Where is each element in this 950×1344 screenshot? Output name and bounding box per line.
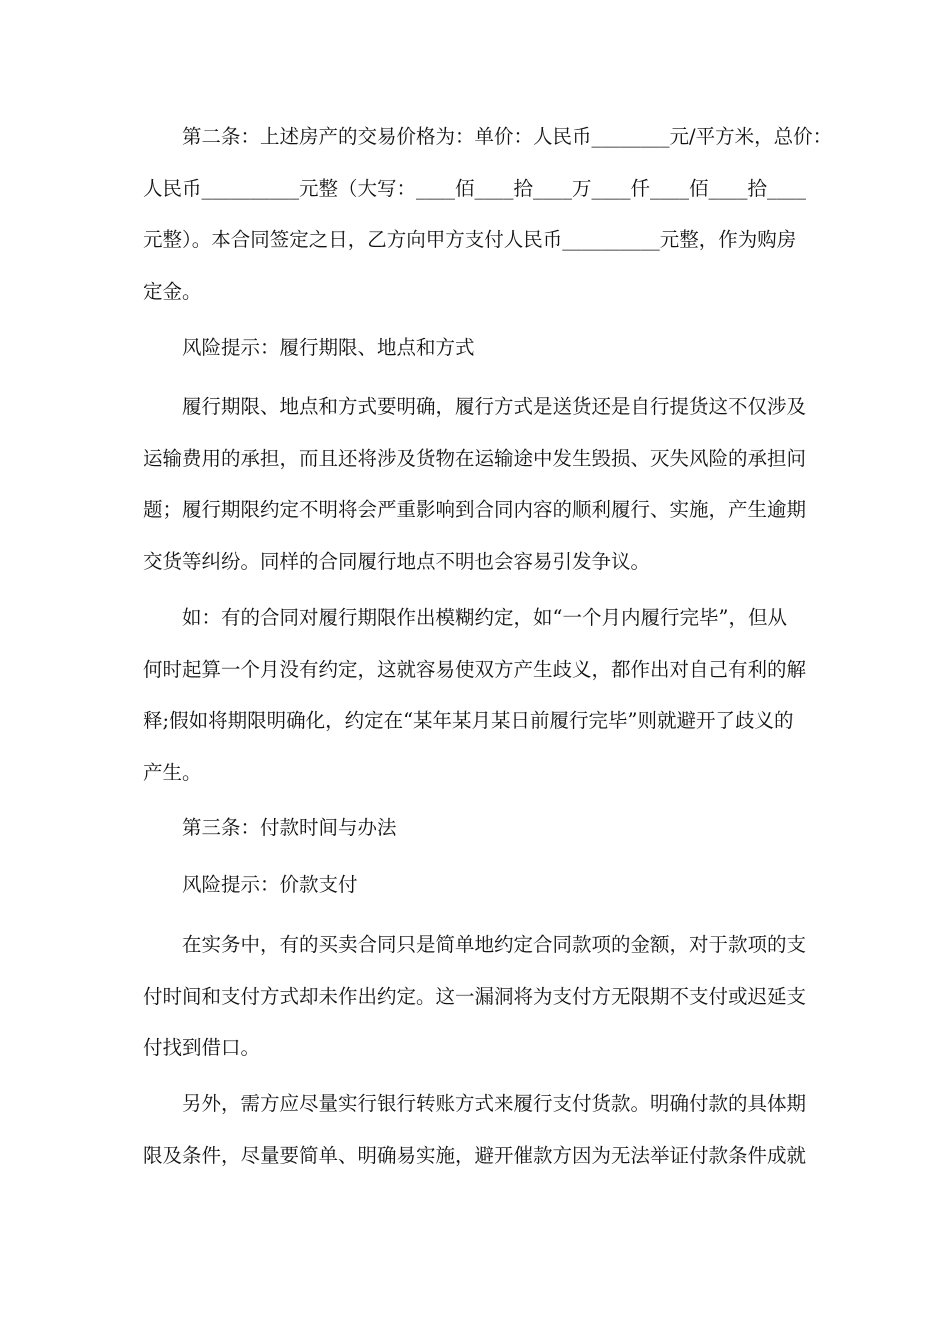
text-line: 元整）。本合同签定之日，乙方向甲方支付人民币__________元整，作为购房: [143, 228, 797, 251]
paragraph-performance-example: [143, 592, 823, 798]
text-line: 风险提示：履行期限、地点和方式: [182, 336, 475, 359]
text-line: 定金。: [143, 279, 202, 303]
text-line: 风险提示：价款支付: [182, 873, 358, 896]
paragraph-risk-tip-performance: [143, 322, 823, 374]
text-line: 付时间和支付方式却未作出约定。这一漏洞将为支付方无限期不支付或迟延支: [143, 984, 807, 1008]
text-line: 交货等纠纷。同样的合同履行地点不明也会容易引发争议。: [143, 549, 651, 573]
paragraph-payment-practice: [143, 919, 823, 1074]
text-line: 释;假如将期限明确化，约定在“某年某月某日前履行完毕”则就避开了歧义的: [143, 709, 794, 732]
text-line: 产生。: [143, 760, 202, 784]
text-line: 付找到借口。: [143, 1036, 261, 1059]
text-line: 在实务中，有的买卖合同只是简单地约定合同款项的金额，对于款项的支: [182, 933, 807, 956]
text-line: 第二条：上述房产的交易价格为：单价：人民币________元/平方米，总价：: [182, 125, 833, 148]
text-line: 限及条件，尽量要简单、明确易实施，避开催款方因为无法举证付款条件成就: [143, 1143, 807, 1167]
paragraph-performance-explanation: [143, 381, 823, 587]
text-line: 另外，需方应尽量实行银行转账方式来履行支付货款。明确付款的具体期: [182, 1092, 807, 1115]
text-line: 人民币__________元整（大写：____佰____拾____万____仟____佰____拾____: [143, 176, 807, 200]
paragraph-payment-advice: [143, 1078, 823, 1181]
paragraph-article-3-heading: [143, 802, 823, 854]
text-line: 如：有的合同对履行期限作出模糊约定，如“一个月内履行完毕”，但从: [182, 606, 787, 629]
text-line: 履行期限、地点和方式要明确，履行方式是送货还是自行提货这不仅涉及: [182, 395, 807, 418]
paragraph-risk-tip-payment: [143, 859, 823, 911]
text-line: 题；履行期限约定不明将会严重影响到合同内容的顺利履行、实施，产生逾期: [143, 498, 807, 521]
text-line: 何时起算一个月没有约定，这就容易使双方产生歧义，都作出对自己有利的解: [143, 657, 807, 681]
text-line: 运输费用的承担，而且还将涉及货物在运输途中发生毁损、灭失风险的承担问: [143, 446, 807, 470]
paragraph-article-2-price: [143, 111, 833, 317]
text-line: 第三条：付款时间与办法: [182, 816, 397, 839]
